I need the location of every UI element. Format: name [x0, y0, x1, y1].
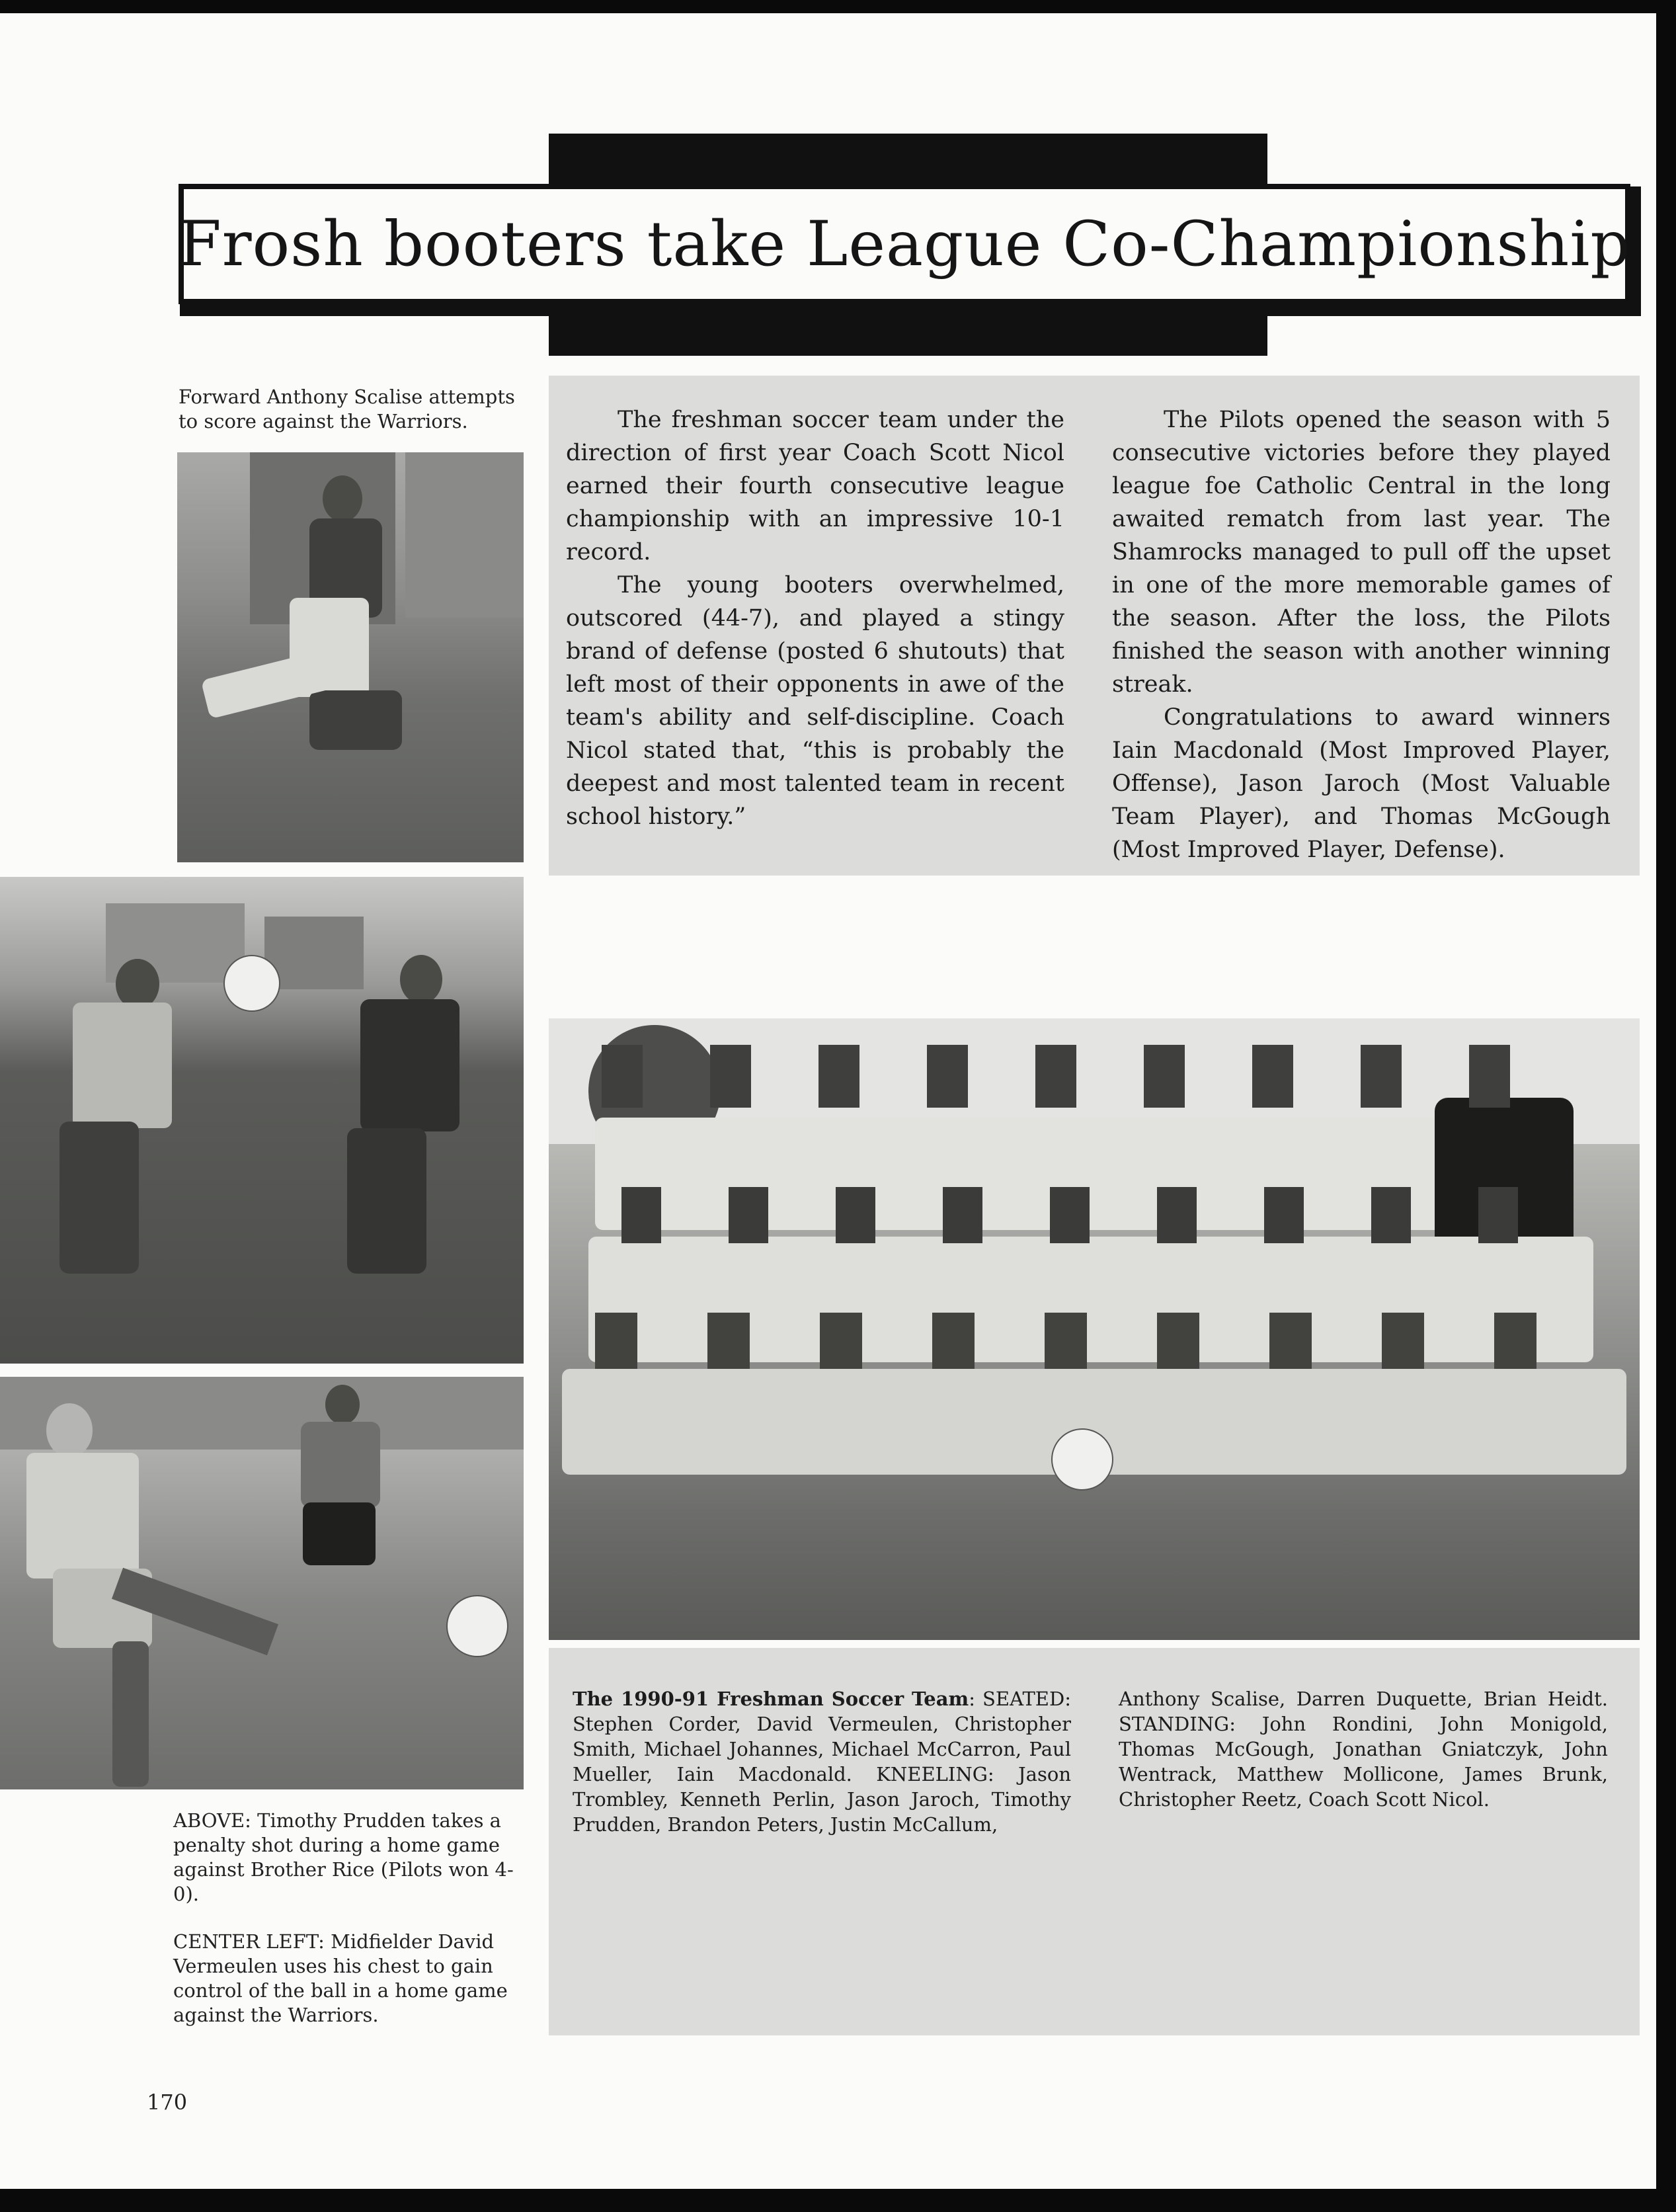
story-paragraph-3: The Pilots opened the season with 5 consecutive victories before they played league foe Catholic Central in the long awaited rematch from last year. The Shamrocks managed to pull off the upset in one of the more memorable games of the season. After the loss, the Pilots finished the season with another winning streak.	[1112, 407, 1611, 698]
photo-team	[549, 1018, 1640, 1640]
photo-forward-scoring	[177, 452, 524, 862]
caption-top-photo: Forward Anthony Scalise attempts to score against the Warriors.	[179, 386, 515, 432]
story-paragraph-4: Congratulations to award winners Iain Macdonald (Most Improved Player, Offense), Jason Jaroch (Most Valuable Team Player), and Thomas McGough (Most Improved Player, Defense).	[1112, 704, 1611, 863]
team-caption-right: Anthony Scalise, Darren Duquette, Brian Heidt. STANDING: John Rondini, John Monigold, Thomas McGough, Jonathan Gniatczyk, John Wentrack, Matthew Mollicone, James Brunk, Christopher Reetz, Coach Scott Nicol.	[1119, 1688, 1608, 1811]
story-column-right	[1112, 403, 1611, 866]
photo-midfielder-chest	[0, 877, 524, 1364]
photo-penalty-shot	[0, 1377, 524, 1789]
yearbook-page	[0, 13, 1656, 2189]
captions-left-column	[173, 1809, 530, 2051]
caption-center-left: CENTER LEFT: Midfielder David Vermeulen uses his chest to gain control of the ball in a home game against the Warriors.	[173, 1930, 508, 2026]
title-box	[179, 184, 1630, 304]
story-column-left	[566, 403, 1064, 833]
team-caption-part1: : SEATED: Stephen Corder, David Vermeulen, Christopher Smith, Michael Johannes, Michael McCarron, Paul Mueller, Iain Macdonald. KNEELING: Jason Trombley, Kenneth Perlin, Jason Jaroch, Timothy Prudden, Brandon Peters, Justin McCallum,	[573, 1688, 1071, 1836]
story-paragraph-1: The freshman soccer team under the direction of first year Coach Scott Nicol earned their fourth consecutive league championship with an impressive 10-1 record.	[566, 407, 1064, 565]
caption-above: ABOVE: Timothy Prudden takes a penalty shot during a home game against Brother Rice (Pilots won 4-0).	[173, 1809, 514, 1905]
page-title: Frosh booters take League Co-Championship	[178, 208, 1631, 280]
story-paragraph-2: The young booters overwhelmed, outscored (44-7), and played a stingy brand of defense (posted 6 shutouts) that left most of their opponents in awe of the team's ability and self-discipline. Coach Nicol stated that, “this is probably the deepest and most talented team in recent school history.”	[566, 572, 1064, 830]
team-caption-left	[573, 1686, 1071, 1837]
team-caption-heading: The 1990-91 Freshman Soccer Team	[573, 1688, 969, 1710]
page-number: 170	[147, 2090, 188, 2115]
